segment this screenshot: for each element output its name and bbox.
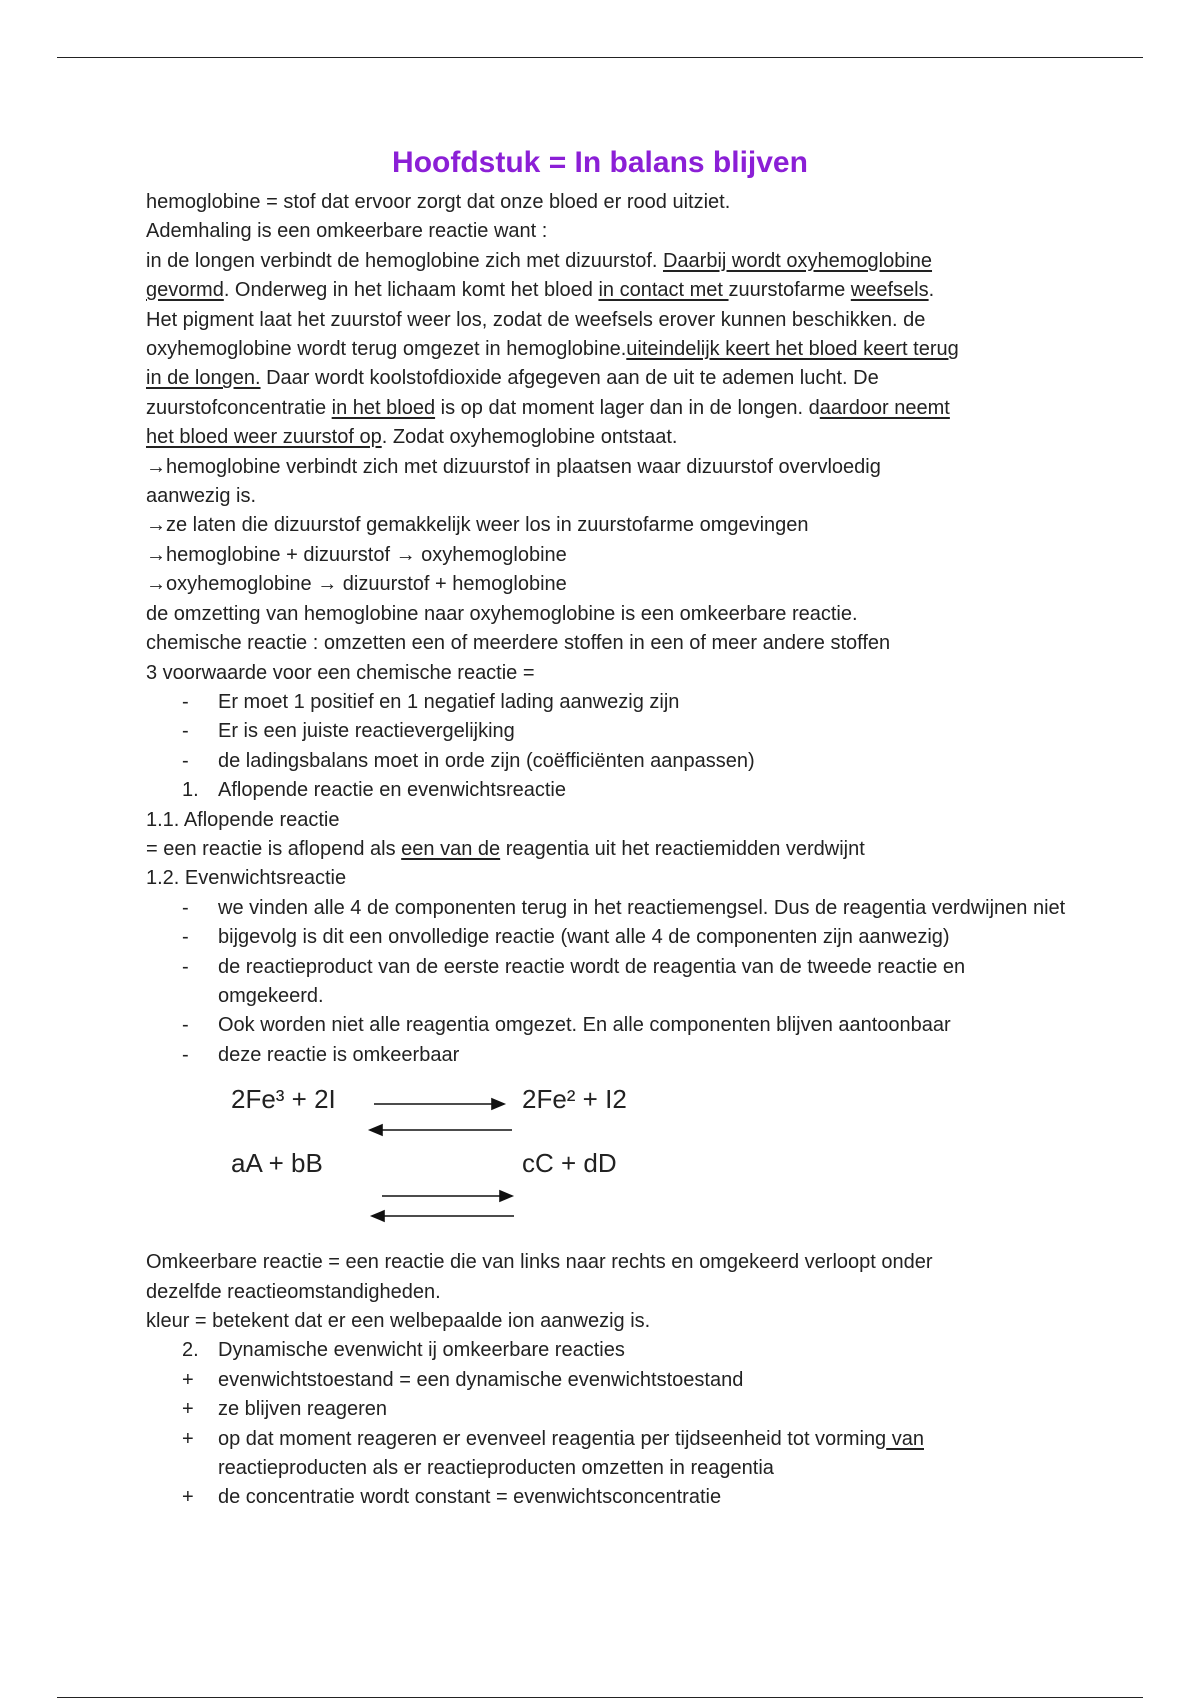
list-item-text: reactieproducten als er reactieproducten omzetten in reagentia xyxy=(218,1457,774,1480)
text-span: zuurstofconcentratie xyxy=(146,396,332,419)
list-item-text: deze reactie is omkeerbaar xyxy=(218,1043,460,1066)
text-span: →oxyhemoglobine → dizuurstof + hemoglobine xyxy=(146,573,567,596)
paragraph xyxy=(146,276,1066,305)
forward-arrowhead-1 xyxy=(492,1099,504,1109)
list-item-text: Er moet 1 positief en 1 negatief lading aanwezig zijn xyxy=(218,690,680,713)
paragraph xyxy=(146,511,1066,540)
list-item xyxy=(146,688,1066,717)
underlined-text: gevormd xyxy=(146,279,224,302)
list-item-text: Aflopende reactie en evenwichtsreactie xyxy=(218,779,566,802)
paragraph xyxy=(146,394,1066,423)
list-marker: - xyxy=(182,749,189,772)
list-marker: - xyxy=(182,896,189,919)
list-item-text: bijgevolg is dit een onvolledige reactie (want alle 4 de componenten zijn aanwezig) xyxy=(218,926,950,949)
paragraph xyxy=(146,1307,1066,1336)
equation-2-right: cC + dD xyxy=(522,1148,617,1179)
list-item-text: op dat moment reageren er evenveel reagentia per tijdseenheid tot vorming xyxy=(218,1427,887,1450)
text-span: zuurstofarme xyxy=(728,279,851,302)
list-marker: 2. xyxy=(182,1339,199,1362)
text-span: chemische reactie : omzetten een of meerdere stoffen in een of meer andere stoffen xyxy=(146,632,891,655)
text-span: in de longen verbindt de hemoglobine zich met dizuurstof. xyxy=(146,249,663,272)
equilibrium-arrows xyxy=(146,1070,1066,1248)
text-span: Het pigment laat het zuurstof weer los, zodat de weefsels erover kunnen beschikken. de xyxy=(146,308,926,331)
underlined-text: uiteindelijk keert het bloed keert terug xyxy=(626,338,959,361)
list-item-text: Dynamische evenwicht ij omkeerbare reacties xyxy=(218,1339,625,1362)
text-span: . xyxy=(928,279,935,302)
text-span: 3 voorwaarde voor een chemische reactie = xyxy=(146,661,535,684)
section-heading xyxy=(146,864,1066,893)
text-span: 1.2. Evenwichtsreactie xyxy=(146,867,347,890)
paragraph xyxy=(146,570,1066,599)
list-item xyxy=(146,1336,1066,1365)
paragraph xyxy=(146,629,1066,658)
underlined-text: in het bloed xyxy=(331,396,436,419)
text-span: 1.1. Aflopende reactie xyxy=(146,808,340,831)
text-span: . Zodat oxyhemoglobine ontstaat. xyxy=(381,426,678,449)
list-item xyxy=(146,1425,1066,1454)
paragraph xyxy=(146,247,1066,276)
list-item-text: we vinden alle 4 de componenten terug in het reactiemengsel. Dus de reagentia verdwijnen niet xyxy=(218,896,1066,919)
underlined-text: een van de xyxy=(401,837,501,860)
paragraph xyxy=(146,482,1066,511)
list-marker: + xyxy=(182,1427,194,1450)
underlined-text: weefsels xyxy=(850,279,929,302)
list-item xyxy=(146,1483,1066,1512)
list-marker: + xyxy=(182,1398,194,1421)
text-span: →hemoglobine + dizuurstof → oxyhemoglobine xyxy=(146,543,567,566)
list-marker: - xyxy=(182,1014,189,1037)
paragraph xyxy=(146,335,1066,364)
list-marker: + xyxy=(182,1486,194,1509)
text-span: Omkeerbare reactie = een reactie die van links naar rechts en omgekeerd verloopt onder xyxy=(146,1251,933,1274)
paragraph xyxy=(146,364,1066,393)
paragraph xyxy=(146,453,1066,482)
list-marker: - xyxy=(182,926,189,949)
list-item-text: de concentratie wordt constant = evenwichtsconcentratie xyxy=(218,1486,722,1509)
underlined-text: in de longen. xyxy=(146,367,261,390)
list-item-text: Er is een juiste reactievergelijking xyxy=(218,720,515,743)
text-span: . Onderweg in het lichaam komt het bloed xyxy=(223,279,599,302)
underlined-text: in contact met xyxy=(598,279,729,302)
paragraph xyxy=(146,541,1066,570)
list-item-text: de ladingsbalans moet in orde zijn (coëfficiënten aanpassen) xyxy=(218,749,755,772)
list-marker: + xyxy=(182,1368,194,1391)
text-span: oxyhemoglobine wordt terug omgezet in hemoglobine. xyxy=(146,338,627,361)
text-span: reagentia uit het reactiemidden verdwijnt xyxy=(500,837,865,860)
list-item xyxy=(146,1011,1066,1040)
reaction-equations xyxy=(146,1070,1066,1248)
document-body xyxy=(146,188,1066,1513)
text-span: →hemoglobine verbindt zich met dizuurstof in plaatsen waar dizuurstof overvloedig xyxy=(146,455,881,478)
list-item xyxy=(146,923,1066,952)
top-rule xyxy=(57,57,1143,58)
paragraph xyxy=(146,600,1066,629)
text-span: is op dat moment lager dan in de longen. d xyxy=(435,396,820,419)
list-item xyxy=(146,1041,1066,1070)
list-marker: - xyxy=(182,720,189,743)
forward-arrowhead-2 xyxy=(500,1191,512,1201)
paragraph xyxy=(146,659,1066,688)
text-span: aanwezig is. xyxy=(146,485,257,508)
list-marker: - xyxy=(182,955,189,978)
paragraph xyxy=(146,423,1066,452)
paragraph xyxy=(146,835,1066,864)
text-span: kleur = betekent dat er een welbepaalde ion aanwezig is. xyxy=(146,1310,651,1332)
paragraph xyxy=(146,1248,1066,1277)
list-marker: - xyxy=(182,690,189,713)
list-item xyxy=(146,776,1066,805)
text-span: de omzetting van hemoglobine naar oxyhemoglobine is een omkeerbare reactie. xyxy=(146,602,858,625)
paragraph xyxy=(146,1278,1066,1307)
underlined-text: Daarbij wordt oxyhemoglobine xyxy=(662,249,933,272)
text-span: Daar wordt koolstofdioxide afgegeven aan de uit te ademen lucht. De xyxy=(260,367,879,390)
text-span: = een reactie is aflopend als xyxy=(146,837,402,860)
equation-1-right: 2Fe² + I2 xyxy=(522,1084,627,1115)
list-item-text: de reactieproduct van de eerste reactie wordt de reagentia van de tweede reactie en omgekeerd. xyxy=(218,955,966,1007)
paragraph xyxy=(146,188,1066,217)
text-span: →ze laten die dizuurstof gemakkelijk weer los in zuurstofarme omgevingen xyxy=(146,514,809,537)
list-marker: 1. xyxy=(182,779,199,802)
underlined-text: het bloed weer zuurstof op xyxy=(146,426,382,449)
bottom-rule xyxy=(57,1697,1143,1698)
equation-1-left: 2Fe³ + 2I xyxy=(231,1084,336,1115)
equation-2-left: aA + bB xyxy=(231,1148,323,1179)
list-item xyxy=(146,953,1066,1012)
reverse-arrowhead-1 xyxy=(370,1125,382,1135)
list-marker: - xyxy=(182,1043,189,1066)
paragraph xyxy=(146,217,1066,246)
text-span: hemoglobine = stof dat ervoor zorgt dat onze bloed er rood uitziet. xyxy=(146,191,731,213)
reverse-arrowhead-2 xyxy=(372,1211,384,1221)
section-heading xyxy=(146,806,1066,835)
list-item xyxy=(146,894,1066,923)
text-span: dezelfde reactieomstandigheden. xyxy=(146,1280,441,1303)
list-item-text: Ook worden niet alle reagentia omgezet. En alle componenten blijven aantoonbaar xyxy=(218,1014,951,1037)
underlined-text: aardoor neemt xyxy=(819,396,950,419)
list-item-text: ze blijven reageren xyxy=(218,1398,387,1421)
list-item xyxy=(146,1366,1066,1395)
page-title: Hoofdstuk = In balans blijven xyxy=(392,146,808,179)
list-item xyxy=(146,1395,1066,1424)
list-item xyxy=(146,747,1066,776)
list-item-continuation xyxy=(146,1454,1066,1483)
text-span: Ademhaling is een omkeerbare reactie want : xyxy=(146,220,548,243)
list-item-text: evenwichtstoestand = een dynamische evenwichtstoestand xyxy=(218,1368,744,1391)
underlined-text: van xyxy=(886,1427,924,1450)
paragraph xyxy=(146,306,1066,335)
list-item xyxy=(146,717,1066,746)
